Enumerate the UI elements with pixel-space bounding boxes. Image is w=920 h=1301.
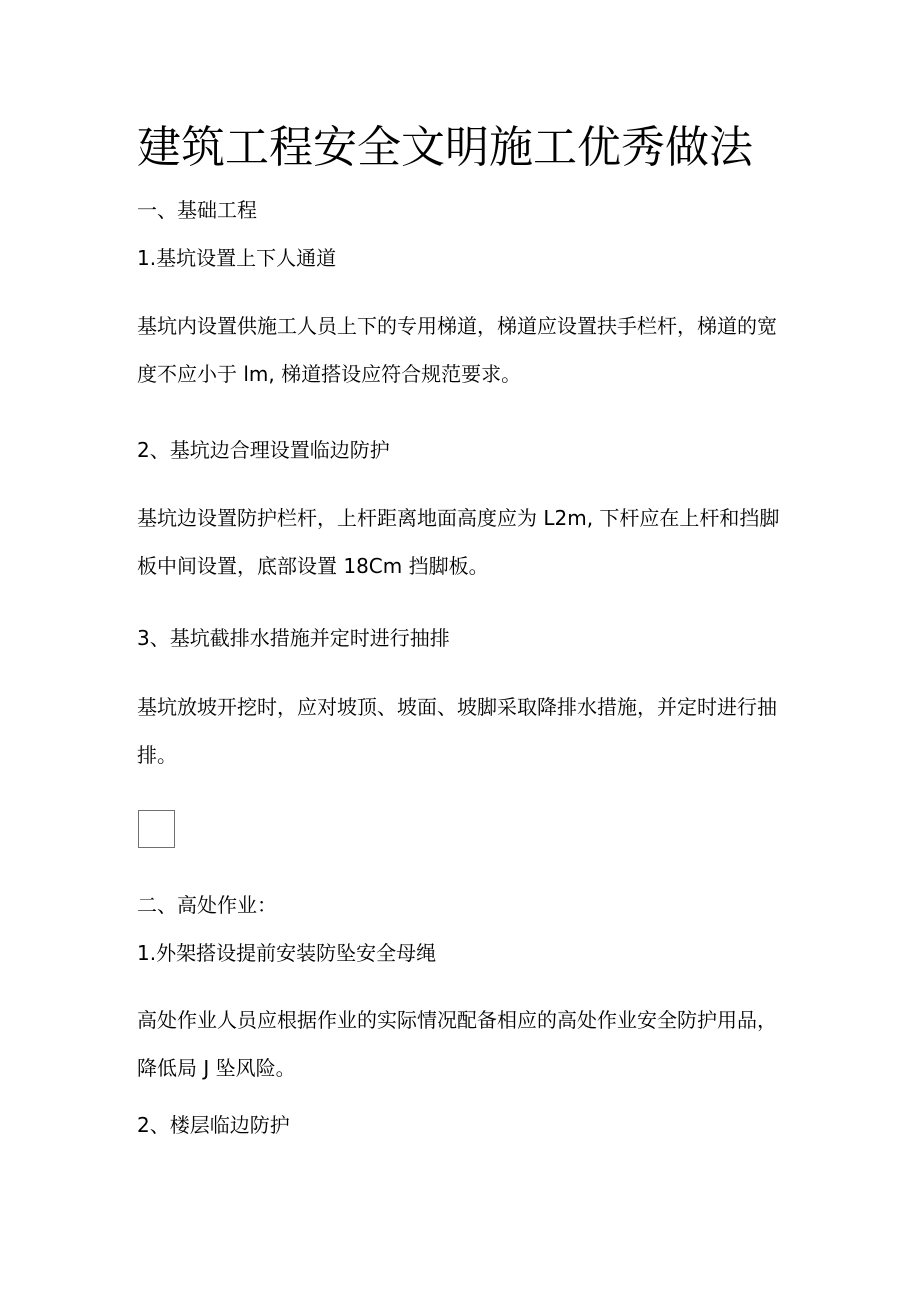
section-heading: 一、基础工程 [137,198,257,222]
subheading: 2、基坑边合理设置临边防护 [137,438,390,462]
paragraph-line: 排。 [137,743,177,767]
subheading: 1.基坑设置上下人通道 [137,246,337,270]
subheading: 3、基坑截排水措施并定时进行抽排 [137,626,450,650]
paragraph [137,683,777,779]
paragraph-line: 度不应小于 lm, 梯道搭设应符合规范要求。 [137,362,522,386]
section-heading: 二、高处作业： [137,893,277,917]
subheading: 2、楼层临边防护 [137,1113,290,1137]
paragraph [137,494,780,590]
paragraph-line: 板中间设置，底部设置 18Cm 挡脚板。 [137,554,489,578]
paragraph-line: 基坑放坡开挖时，应对坡顶、坡面、坡脚采取降排水措施，并定时进行抽 [137,695,777,719]
document-title: 建筑工程安全文明施工优秀做法 [137,122,753,173]
image-placeholder [138,810,175,848]
paragraph [137,996,777,1092]
paragraph-line: 降低局 J 坠风险。 [137,1056,296,1080]
paragraph [137,302,777,398]
subheading: 1.外架搭设提前安装防坠安全母绳 [137,941,437,965]
paragraph-line: 基坑内设置供施工人员上下的专用梯道，梯道应设置扶手栏杆，梯道的宽 [137,314,777,338]
paragraph-line: 高处作业人员应根据作业的实际情况配备相应的高处作业安全防护用品， [137,1008,777,1032]
paragraph-line: 基坑边设置防护栏杆，上杆距离地面高度应为 L2m, 下杆应在上杆和挡脚 [137,506,780,530]
